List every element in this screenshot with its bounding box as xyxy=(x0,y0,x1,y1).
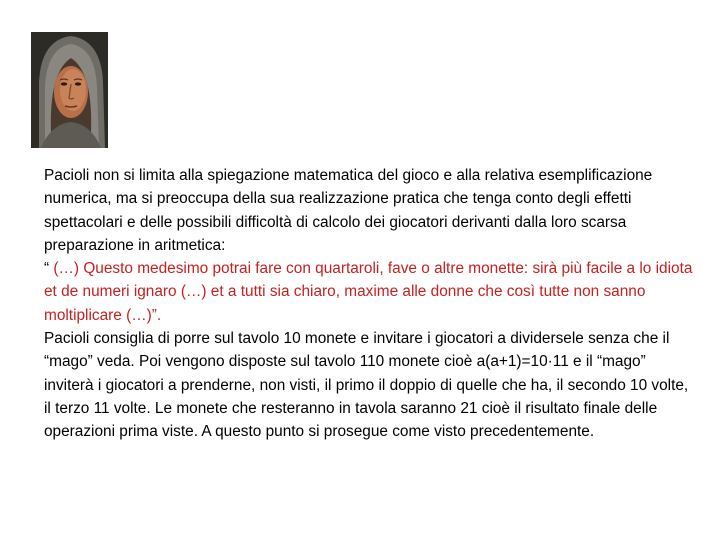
pacioli-quote: (…) Questo medesimo potrai fare con quartaroli, fave o altre monette: sirà più facile a lo idiota et de numeri ignaro (…) et a tutti sia chiaro, maxime alle donne che così tutte non sanno moltiplicare (…)”. xyxy=(44,260,693,324)
portrait-image xyxy=(31,32,108,148)
portrait-of-luca-pacioli-icon xyxy=(31,32,108,148)
intro-paragraph: Pacioli non si limita alla spiegazione matematica del gioco e alla relativa esemplificazione numerica, ma si preoccupa della sua realizzazione pratica che tenga conto degli effetti spettacolari e delle possibili difficoltà di calcolo dei giocatori derivanti dalla loro scarsa preparazione in aritmetica: xyxy=(44,167,653,254)
opening-quote-mark: “ xyxy=(44,260,54,278)
explanation-paragraph: Pacioli consiglia di porre sul tavolo 10 monete e invitare i giocatori a dividersele senza che il “mago” veda. Poi vengono disposte sul tavolo 110 monete cioè a(a+1)=10·11 e il “mago” inviterà i giocatori a prenderne, non visti, il primo il doppio di quelle che ha, il secondo 10 volte, il terzo 11 volte. Le monete che resteranno in tavola saranno 21 cioè il risultato finale delle operazioni prima viste. A questo punto si prosegue come visto precedentemente. xyxy=(44,330,689,441)
quote-paragraph xyxy=(44,257,694,327)
article-text xyxy=(44,164,694,444)
